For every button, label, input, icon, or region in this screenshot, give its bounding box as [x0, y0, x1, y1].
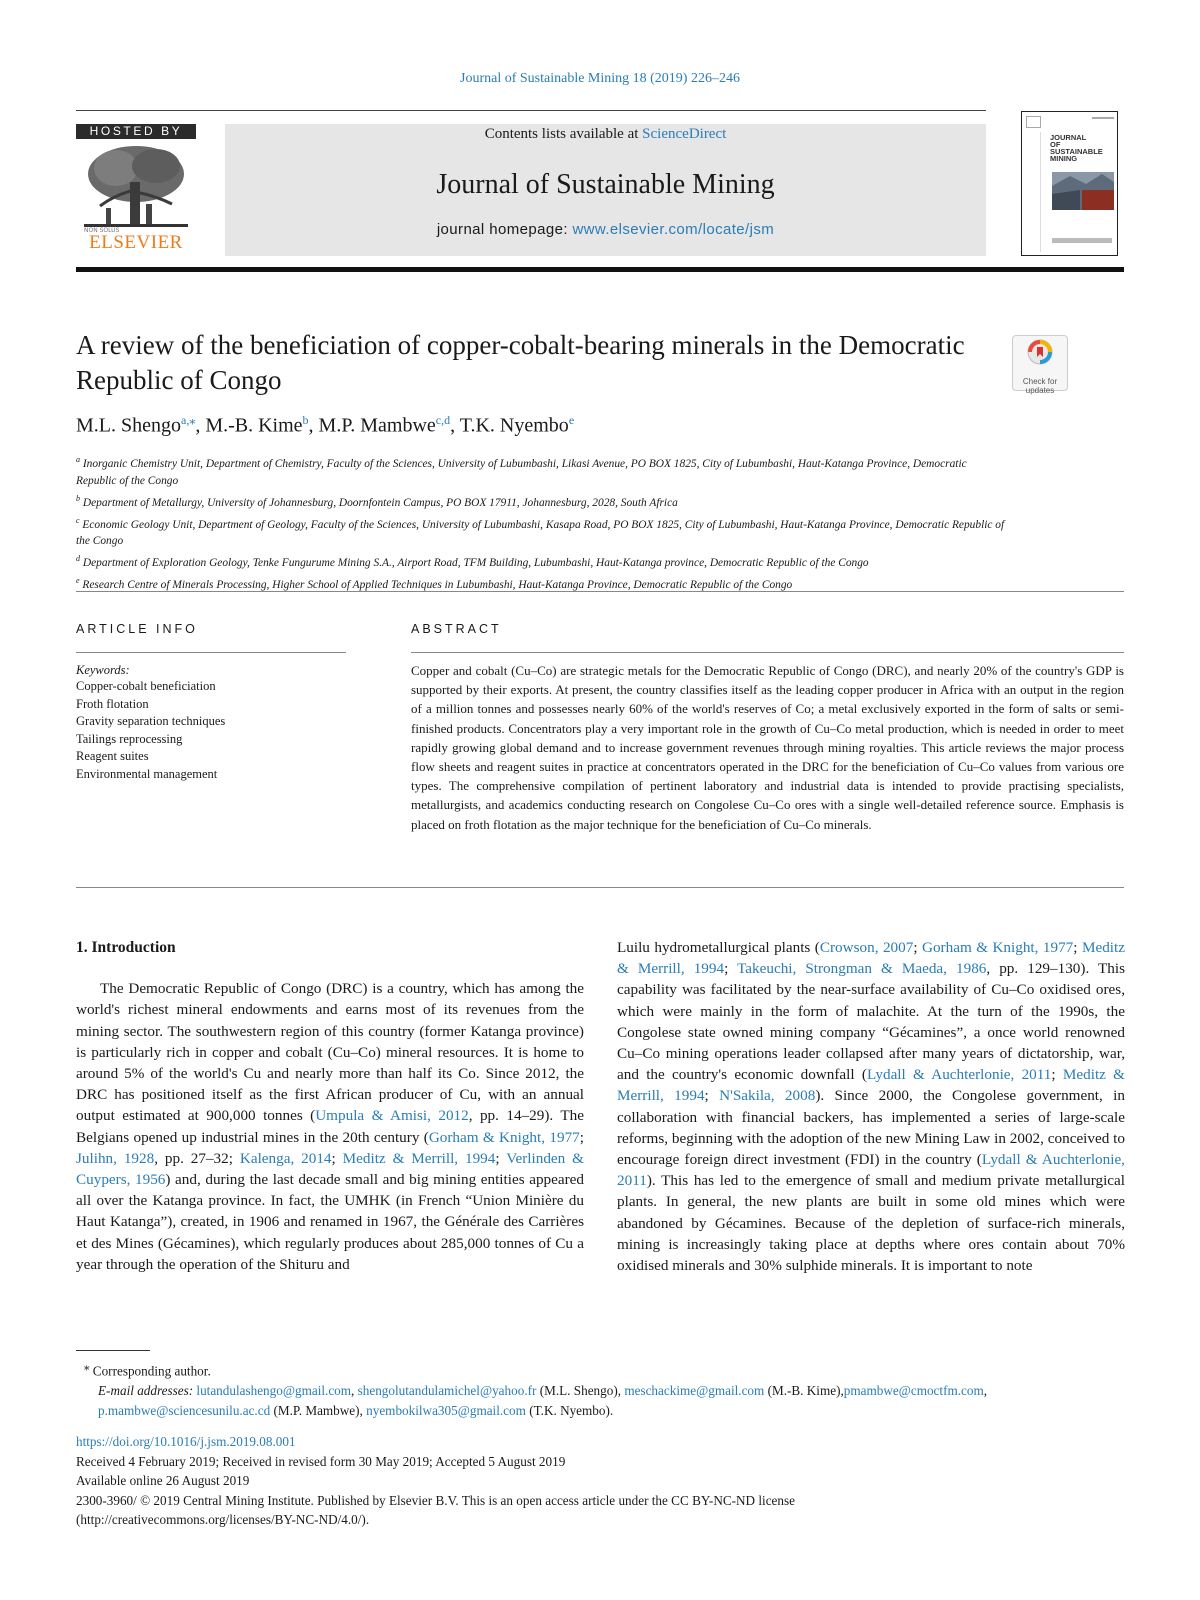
author-name: M.L. Shengo: [76, 414, 181, 437]
citation-link[interactable]: Meditz & Merrill, 1994: [617, 939, 1125, 978]
body-text: ;: [724, 960, 738, 978]
body-text: ;: [331, 1149, 343, 1167]
sciencedirect-link[interactable]: ScienceDirect: [642, 126, 727, 142]
citation-link[interactable]: Verlinden & Cuypers, 1956: [76, 1149, 584, 1189]
body-text: ). Since 2000, the Congolese government, in collaboration with financial backers, has implemented a series of large-scale reforms, beginning with the adoption of the new Mining Law in 2002, conceived to encourage foreign direct investment (FDI) in the country (: [617, 1087, 1125, 1169]
article-title: A review of the beneficiation of copper-cobalt-bearing minerals in the Democratic Republic of Congo: [76, 330, 965, 395]
check-updates-icon: [1025, 338, 1055, 372]
author-name: M.P. Mambwe: [318, 414, 436, 437]
affiliation-mark: b: [76, 493, 80, 503]
author-affiliation-mark[interactable]: b: [302, 413, 309, 427]
keyword-item: Copper-cobalt beneficiation: [76, 679, 216, 693]
cover-title-line: OF: [1050, 140, 1061, 149]
citation-link[interactable]: Meditz & Merrill, 1994: [617, 1066, 1125, 1105]
contents-line: [225, 126, 986, 143]
affiliation-item: [76, 490, 1006, 512]
check-updates-label: Check for: [1022, 377, 1058, 386]
elsevier-tree-icon: [76, 142, 196, 234]
abstract-heading: ABSTRACT: [411, 622, 502, 636]
received-dates: Received 4 February 2019; Received in revised form 30 May 2019; Accepted 5 August 2019: [76, 1453, 566, 1469]
body-text: ) and, during the last decade small and big mining entities appeared all over the Katanga province. In fact, the UMHK (in French “Union Minière du Haut Katanga”), created, in 1906 and renamed in 1967, the Générale des Carrières et des Mines (Gécamines), which regularly produces about 285,000 tonnes of Cu a year through the operation of the Shituru and: [76, 1171, 585, 1273]
corresponding-author-text: Corresponding author.: [92, 1363, 211, 1379]
affiliation-mark: c: [76, 515, 80, 525]
affiliation-text: Department of Exploration Geology, Tenke Fungurume Mining S.A., Airport Road, TFM Building, Lubumbashi, Haut-Katanga province, Democratic Republic of the Congo: [80, 557, 869, 570]
section-divider: [76, 887, 1124, 888]
cover-title-line: SUSTAINABLE: [1050, 147, 1103, 156]
keyword-item: Tailings reprocessing: [76, 731, 183, 746]
email-label: E-mail addresses:: [98, 1383, 194, 1399]
cover-image: [1052, 172, 1114, 210]
body-text: ;: [495, 1149, 507, 1167]
corresponding-mark: ⁎: [84, 1361, 90, 1373]
email-owner: (M.L. Shengo),: [536, 1383, 625, 1399]
cover-title-line: JOURNAL: [1050, 133, 1087, 142]
body-text: ;: [1073, 939, 1082, 956]
author-name: M.-B. Kime: [205, 414, 303, 437]
footnotes: [76, 1357, 1124, 1421]
keywords-label: Keywords:: [76, 663, 130, 677]
email-owner: (M.-B. Kime),: [764, 1383, 844, 1399]
author-separator: ,: [450, 414, 460, 437]
body-text: The Democratic Republic of Congo (DRC) is a country, which has among the world's richest mineral endowments and earns most of its revenues from the mining sector. The southwestern region of this country (former Katanga province) is particularly rich in copper and cobalt (Cu–Co) mineral resources. It is home to around 5% of the world's Cu and nearly more than half its Co. Since 2012, the DRC has positioned itself as the first African producer of Cu, with an annual output estimated at 900,000 tonnes (: [76, 980, 584, 1125]
article-metadata: [76, 1432, 1124, 1530]
check-updates-label: updates: [1025, 386, 1055, 395]
affiliation-text: Department of Metallurgy, University of Johannesburg, Doornfontein Campus, PO BOX 17911, Johannesburg, 2028, South Africa: [80, 496, 678, 509]
doi-link[interactable]: https://doi.org/10.1016/j.jsm.2019.08.001: [76, 1434, 296, 1449]
citation-link[interactable]: Umpula & Amisi, 2012: [315, 1107, 469, 1125]
affiliation-text: Research Centre of Minerals Processing, Higher School of Applied Techniques in Lubumbashi, Haut-Katanga Province, Democratic Republic of the Congo: [79, 578, 793, 591]
citation-link[interactable]: Lydall & Auchterlonie, 2011: [617, 1151, 1125, 1190]
keywords-list: [76, 678, 346, 783]
homepage-link[interactable]: www.elsevier.com/locate/jsm: [572, 221, 775, 238]
affiliation-text: Inorganic Chemistry Unit, Department of Chemistry, Faculty of the Sciences, University of Lubumbashi, Likasi Avenue, PO BOX 1825, City of Lubumbashi, Haut-Katanga Province, Democratic Republic of the Congo: [76, 457, 967, 487]
affiliation-mark: d: [76, 554, 80, 564]
affiliation-text: Economic Geology Unit, Department of Geology, Faculty of the Sciences, University of Lubumbashi, Kasapa Road, PO BOX 1825, City of Lubumbashi, Haut-Katanga Province, Democratic Republic of the Congo: [76, 518, 1005, 548]
author-affiliation-mark[interactable]: e: [568, 413, 575, 427]
cover-title-line: MINING: [1050, 154, 1078, 163]
body-text: Luilu hydrometallurgical plants (: [617, 939, 820, 956]
body-column-left: [76, 937, 584, 1275]
email-link[interactable]: p.mambwe@sciencesunilu.ac.cd: [98, 1403, 271, 1419]
article-info-heading: ARTICLE INFO: [76, 622, 198, 636]
corresponding-author-note: [76, 1357, 1124, 1381]
homepage-prefix: journal homepage:: [436, 221, 573, 238]
abstract-panel: [411, 622, 1124, 834]
citation-link[interactable]: N'Sakila, 2008: [719, 1087, 816, 1105]
email-owner: (T.K. Nyembo).: [525, 1403, 614, 1419]
body-text: ;: [704, 1087, 720, 1105]
section-heading-introduction: 1. Introduction: [76, 939, 176, 956]
citation-link[interactable]: Meditz & Merrill, 1994: [342, 1149, 496, 1167]
body-text: ;: [913, 939, 922, 956]
citation-link[interactable]: Kalenga, 2014: [239, 1149, 332, 1167]
body-text: ;: [579, 1128, 584, 1146]
body-column-right: [617, 937, 1125, 1276]
masthead-divider: [76, 267, 1124, 272]
cover-header-line: [1092, 117, 1114, 119]
body-text: , pp. 27–32;: [154, 1149, 240, 1167]
email-owner: ,: [351, 1383, 358, 1399]
abstract-rule: [411, 652, 1124, 653]
footnote-rule: [76, 1350, 150, 1351]
article-info-rule: [76, 652, 346, 653]
license-url[interactable]: (http://creativecommons.org/licenses/BY-NC-ND/4.0/).: [76, 1512, 370, 1527]
email-link[interactable]: pmambwe@cmoctfm.com: [843, 1383, 984, 1399]
body-text: ). This has led to the emergence of small and medium private metallurgical plants. In general, the new plants are built in some old mines which were abandoned by Gécamines. Because of the depletion of surface-rich minerals, mining is increasingly taking place at depths where ores contain about 70% oxidised minerals and 30% sulphide minerals. It is important to note: [617, 1172, 1125, 1275]
affiliation-item: [76, 512, 1006, 551]
body-text: , pp. 129–130). This capability was facilitated by the near-surface availability of Cu–Co oxidised ores, which were mainly in the form of malachite. At the turn of the 1990s, the Congolese state owned mining company “Gécamines”, a once world renowned Cu–Co mining operations leader collapsed after many years of dictatorship, war, and the country's economic downfall (: [617, 960, 1125, 1084]
homepage-line: [225, 221, 986, 238]
keyword-item: Gravity separation techniques: [76, 714, 226, 728]
citation-link[interactable]: Gorham & Knight, 1977: [922, 939, 1074, 956]
abstract-text: Copper and cobalt (Cu–Co) are strategic metals for the Democratic Republic of Congo (DRC), and nearly 20% of the country's GDP is supported by their exports. At present, the country classifies itself as the leading copper producer in Africa with an output in the region of a million tonnes and possesses nearly 60% of the world's reserves of Co; a metal exclusively exported in the form of salts or semi-finished products. Concentrators play a very important role in the growth of Cu–Co metal production, which is needed in order to meet rapidly growing global demand and to increase government revenues through mining royalties. This article reviews the major process flow sheets and reagent suites in practice at concentrators operated in the DRC for the beneficiation of Cu–Co values from various ore types. The comprehensive compilation of pertinent laboratory and industrial data is intended to provide practising specialists, metallurgists, and academics conducting research on Congolese Cu–Co ores with a single well-detailed reference source. Emphasis is placed on froth flotation as the major technique for the beneficiation of Cu–Co minerals.: [411, 663, 1124, 832]
affiliation-item: [76, 550, 1006, 572]
hosted-by-label: HOSTED BY: [76, 124, 196, 139]
intro-paragraph: [76, 978, 584, 1275]
email-link[interactable]: nyembokilwa305@gmail.com: [366, 1403, 526, 1419]
intro-paragraph-continued: [617, 937, 1125, 1276]
author-affiliation-mark[interactable]: a,⁎: [181, 413, 196, 427]
cover-side-panel: [1027, 132, 1041, 252]
author-affiliation-mark[interactable]: c,d: [435, 413, 451, 427]
citation-link[interactable]: Gorham & Knight, 1977: [428, 1128, 580, 1146]
section-divider: [76, 591, 1124, 592]
check-for-updates-button[interactable]: [1012, 335, 1068, 395]
article-info-panel: [76, 622, 346, 783]
journal-cover-thumbnail[interactable]: [1021, 111, 1118, 256]
email-link[interactable]: shengolutandulamichel@yahoo.fr: [357, 1383, 537, 1399]
contents-prefix: Contents lists available at: [484, 126, 643, 142]
author-name: T.K. Nyembo: [459, 414, 569, 437]
publisher-logo[interactable]: [76, 124, 196, 256]
email-addresses: [76, 1381, 1124, 1421]
keyword-item: Reagent suites: [76, 749, 149, 763]
author-list: [76, 413, 574, 438]
affiliation-mark: a: [76, 455, 80, 464]
affiliation-item: [76, 451, 1006, 490]
license-text: 2300-3960/ © 2019 Central Mining Institute. Published by Elsevier B.V. This is an open access article under the CC BY-NC-ND license: [76, 1492, 795, 1508]
available-online-date: Available online 26 August 2019: [76, 1473, 250, 1488]
journal-masthead: [225, 124, 986, 256]
header-rule: [76, 110, 986, 111]
author-separator: ,: [195, 414, 206, 437]
journal-title: Journal of Sustainable Mining: [436, 169, 775, 200]
citation-link[interactable]: Lydall & Auchterlonie, 2011: [866, 1066, 1052, 1084]
email-link[interactable]: meschackime@gmail.com: [624, 1383, 765, 1399]
body-text: , pp. 14–29). The Belgians opened up industrial mines in the 20th century (: [76, 1107, 584, 1146]
citation-link[interactable]: Crowson, 2007: [819, 939, 914, 956]
keyword-item: Froth flotation: [76, 696, 149, 711]
citation-link[interactable]: Takeuchi, Strongman & Maeda, 1986: [737, 960, 987, 978]
elsevier-wordmark: ELSEVIER: [89, 232, 183, 253]
affiliation-list: [76, 451, 1006, 594]
cover-title: [1050, 134, 1103, 162]
svg-text:NON SOLUS: NON SOLUS: [84, 227, 120, 234]
keyword-item: Environmental management: [76, 766, 218, 781]
author-separator: ,: [308, 414, 319, 437]
cover-footer: [1052, 238, 1112, 243]
citation-link[interactable]: Julihn, 1928: [76, 1149, 155, 1167]
email-owner: (M.P. Mambwe),: [270, 1403, 367, 1419]
affiliation-mark: e: [76, 576, 80, 586]
email-owner: ,: [983, 1383, 988, 1399]
body-text: ;: [1051, 1066, 1063, 1084]
journal-citation-link[interactable]: Journal of Sustainable Mining 18 (2019) 226–246: [460, 71, 740, 86]
email-link[interactable]: lutandulashengo@gmail.com: [196, 1383, 352, 1399]
cover-logo-mark: [1026, 116, 1041, 128]
